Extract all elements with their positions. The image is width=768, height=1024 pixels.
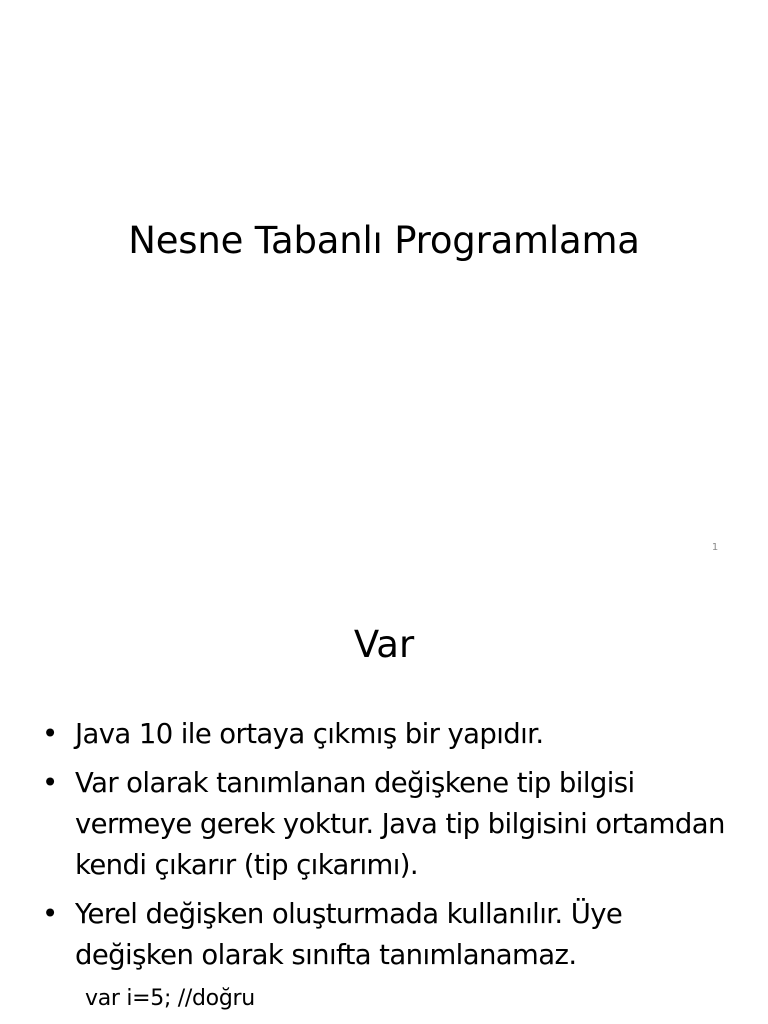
bullet-text: Var olarak tanımlanan değişkene tip bilgisi vermeye gerek yoktur. Java tip bilgisini ortamdan kendi çıkarır (tip çıkarımı).: [75, 767, 725, 881]
bullet-item: [40, 894, 730, 976]
page-number: 1: [711, 542, 719, 553]
slide-2: [0, 576, 768, 1024]
bullet-list: [40, 714, 730, 984]
bullet-text: Yerel değişken oluşturmada kullanılır. Üye değişken olarak sınıfta tanımlanamaz.: [75, 898, 623, 971]
bullet-text: Java 10 ile ortaya çıkmış bir yapıdır.: [75, 718, 544, 750]
bullet-icon: •: [42, 767, 58, 799]
slide-title: Var: [353, 623, 415, 666]
code-example: var i=5; //doğru: [85, 986, 255, 1011]
slide-title: Nesne Tabanlı Programlama: [128, 219, 640, 262]
bullet-icon: •: [42, 718, 58, 750]
bullet-icon: •: [42, 898, 58, 930]
bullet-item: [40, 714, 730, 755]
bullet-item: [40, 763, 730, 886]
